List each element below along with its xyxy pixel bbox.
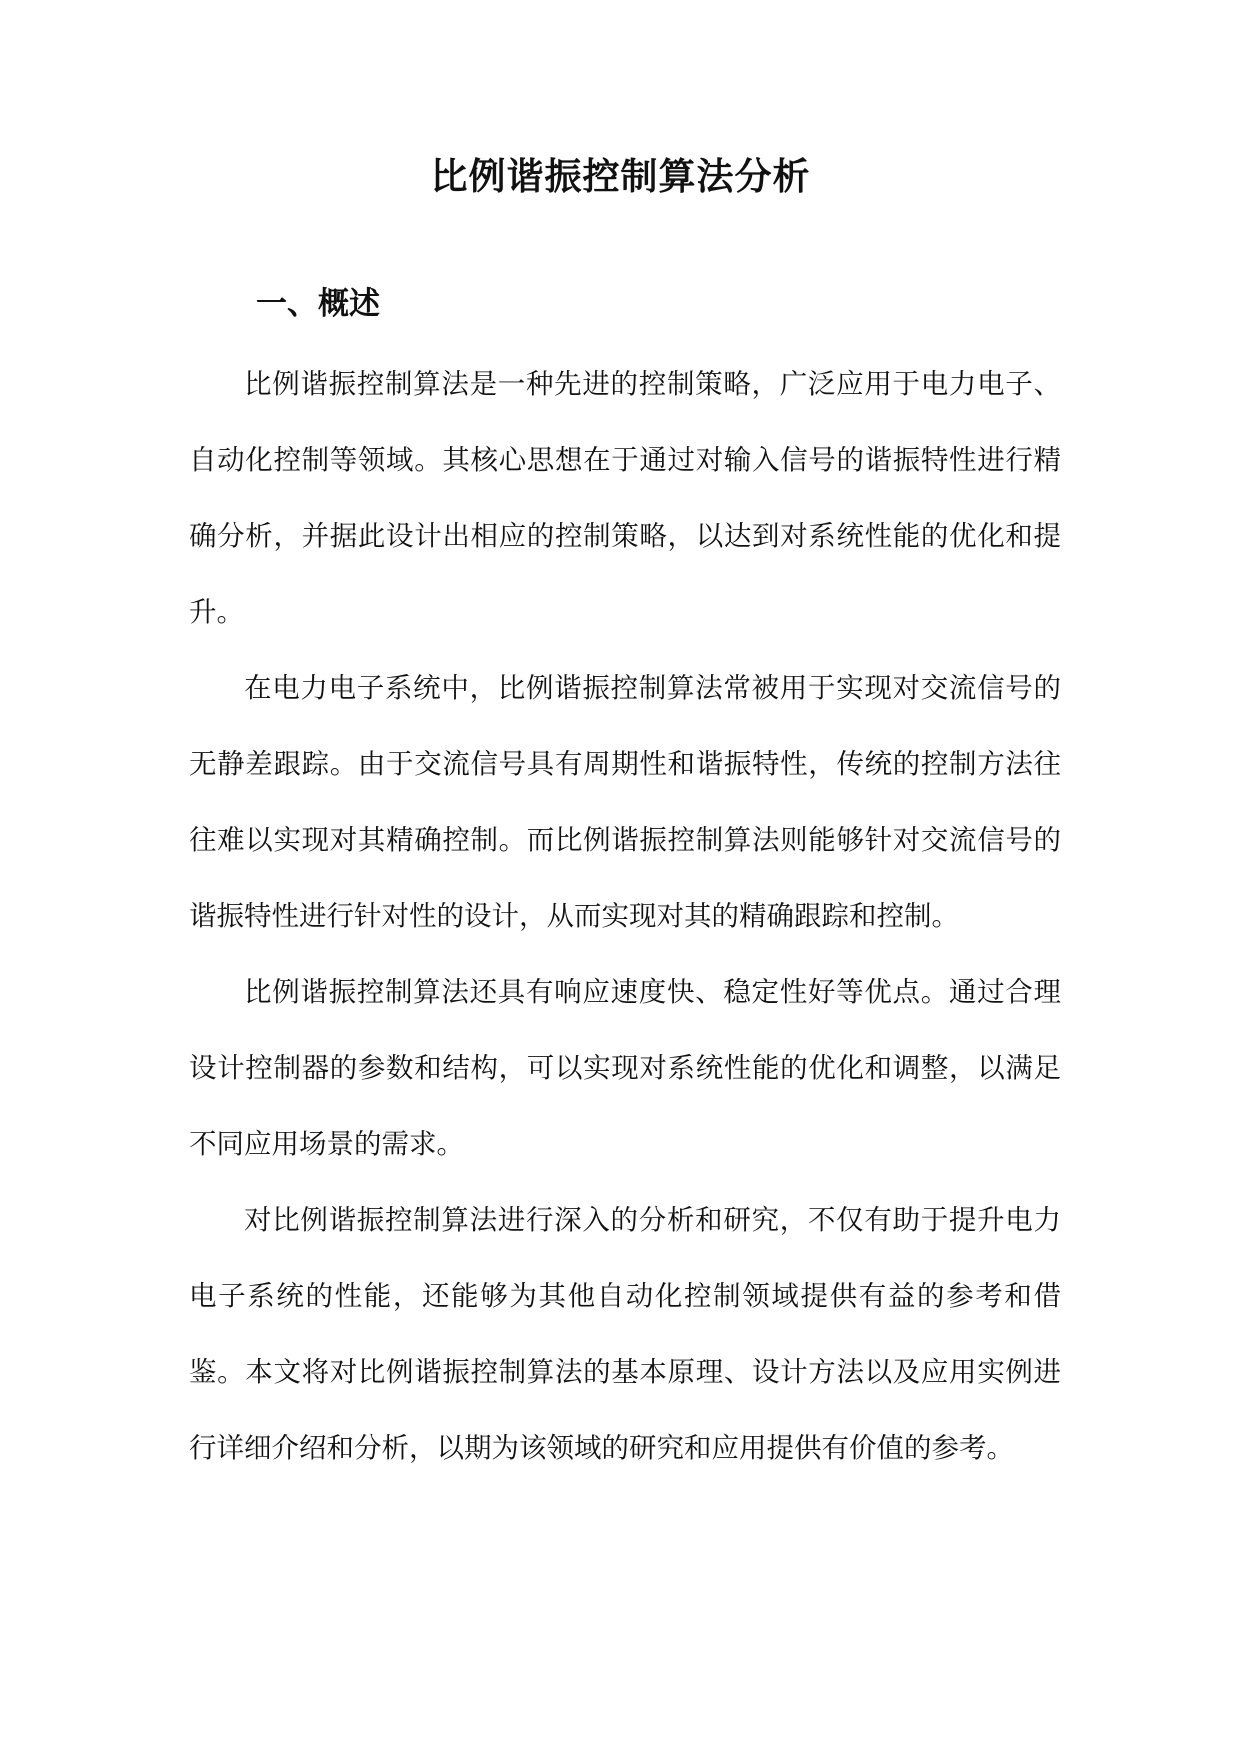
paragraph-1: 比例谐振控制算法是一种先进的控制策略，广泛应用于电力电子、自动化控制等领域。其核心思想在于通过对输入信号的谐振特性进行精确分析，并据此设计出相应的控制策略，以达到对系统性能的优化和提升。 [189,368,1061,628]
section-heading: 一、概述 [256,286,380,322]
paragraph-3: 比例谐振控制算法还具有响应速度快、稳定性好等优点。通过合理设计控制器的参数和结构，可以实现对系统性能的优化和调整，以满足不同应用场景的需求。 [189,976,1061,1160]
paragraph-4: 对比例谐振控制算法进行深入的分析和研究，不仅有助于提升电力电子系统的性能，还能够为其他自动化控制领域提供有益的参考和借鉴。本文将对比例谐振控制算法的基本原理、设计方法以及应用实例进行详细介绍和分析，以期为该领域的研究和应用提供有价值的参考。 [189,1204,1061,1464]
document-title: 比例谐振控制算法分析 [430,154,811,198]
paragraph-2: 在电力电子系统中，比例谐振控制算法常被用于实现对交流信号的无静差跟踪。由于交流信号具有周期性和谐振特性，传统的控制方法往往难以实现对其精确控制。而比例谐振控制算法则能够针对交流信号的谐振特性进行针对性的设计，从而实现对其的精确跟踪和控制。 [189,672,1061,932]
